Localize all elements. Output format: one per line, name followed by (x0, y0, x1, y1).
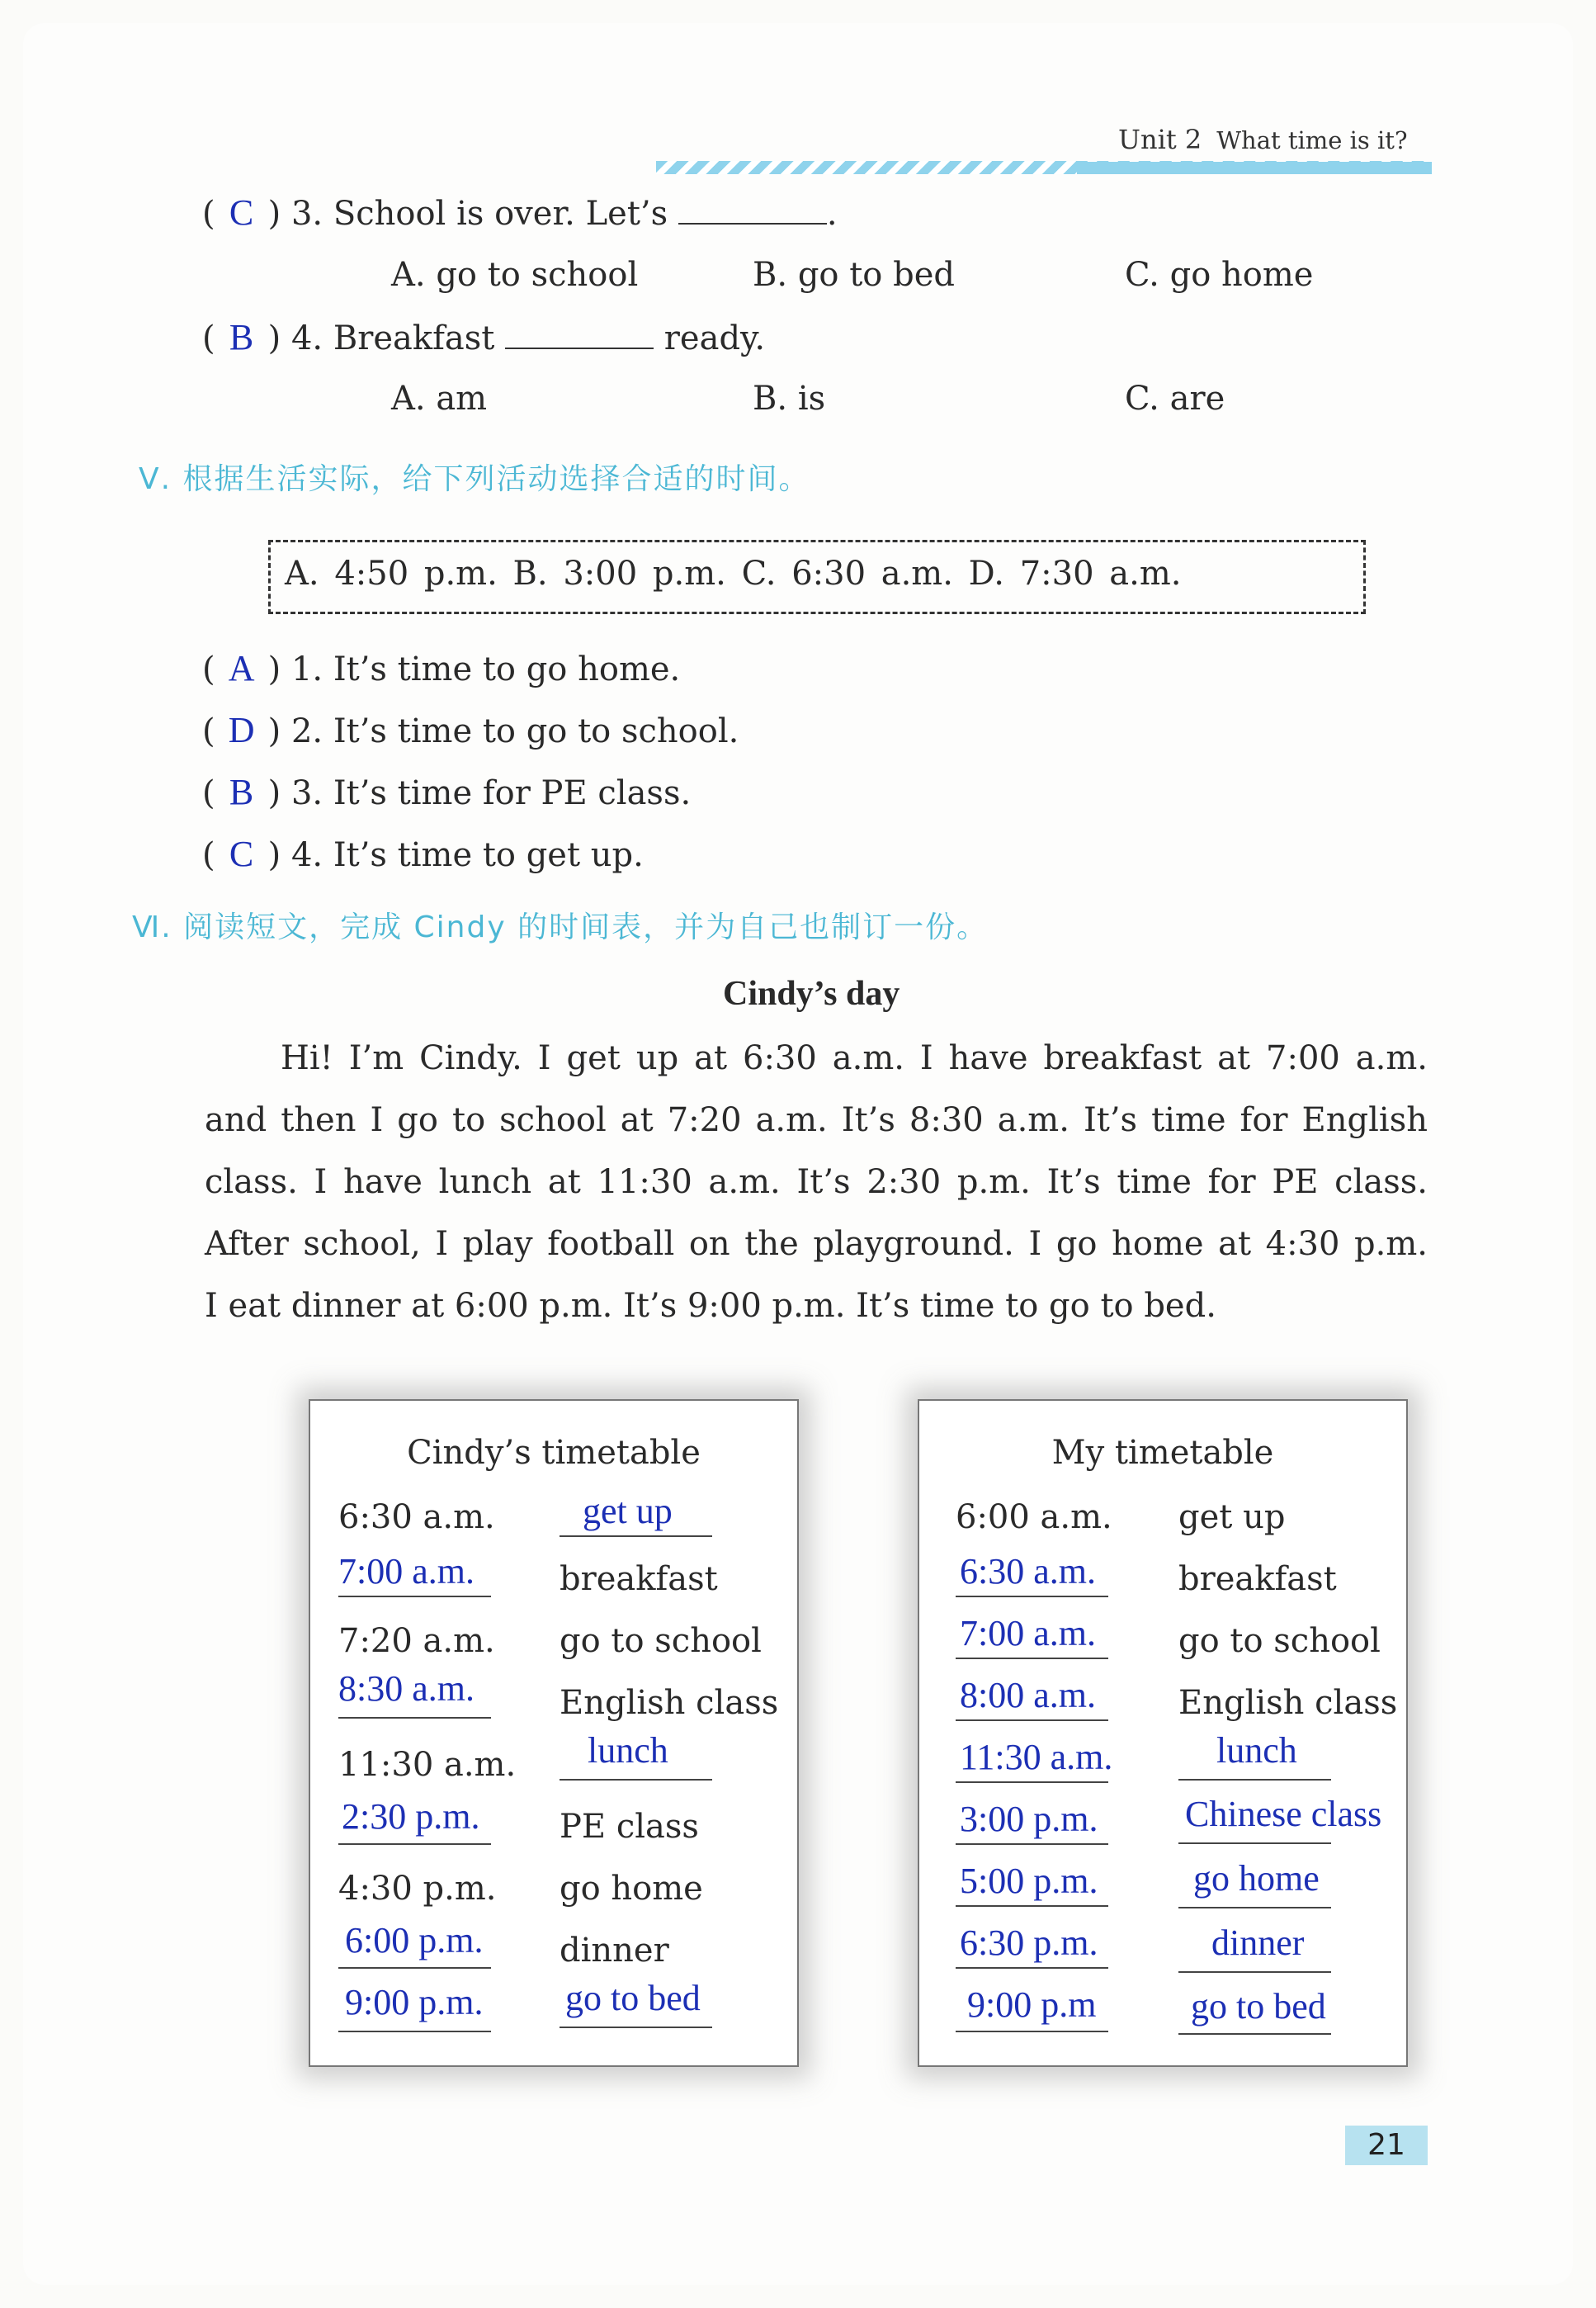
answer-underline (338, 2031, 491, 2032)
answer-mark: C (229, 192, 254, 233)
answer-underline (956, 2031, 1108, 2032)
filled-time: 8:00 a.m. (960, 1675, 1096, 1715)
answer-blank (678, 193, 827, 225)
filled-activity: go to bed (1191, 1986, 1326, 2027)
answer-mark: D (228, 710, 255, 750)
option-c: C. are (1125, 380, 1225, 418)
answer-underline (956, 1781, 1108, 1783)
story-line: and then I go to school at 7:20 a.m. It’s 8:30 a.m. It’s time for English (205, 1101, 1428, 1139)
question-4-4: ( B ) 4. Breakfast ready. (202, 317, 766, 357)
answer-underline (560, 2027, 712, 2028)
question-5-1: ( A ) 1. It’s time to go home. (202, 648, 681, 688)
answer-underline (1178, 1842, 1331, 1844)
option-a: A. go to school (391, 256, 639, 294)
filled-time: 8:30 a.m. (338, 1668, 475, 1709)
answer-underline (956, 1967, 1108, 1969)
filled-time: 7:00 a.m. (338, 1551, 475, 1591)
filled-time: 6:30 a.m. (960, 1551, 1096, 1591)
option-a: A. am (391, 380, 488, 418)
filled-activity: lunch (1216, 1730, 1297, 1771)
activity-cell: PE class (560, 1808, 699, 1846)
answer-underline (560, 1535, 712, 1537)
section-5-title: Ⅴ. 根据生活实际，给下列活动选择合适的时间。 (139, 462, 810, 496)
time-cell: 6:30 a.m. (338, 1498, 495, 1536)
filled-activity: Chinese class (1185, 1794, 1382, 1834)
answer-underline (338, 1596, 491, 1597)
header-bar (1077, 162, 1432, 174)
answer-underline (956, 1658, 1108, 1659)
answer-underline (956, 1596, 1108, 1597)
card-title: Cindy’s timetable (407, 1434, 701, 1472)
option-b: B. go to bed (753, 256, 955, 294)
filled-time: 5:00 p.m. (960, 1861, 1098, 1901)
filled-time: 2:30 p.m. (342, 1796, 480, 1837)
activity-cell: English class (560, 1684, 779, 1722)
answer-underline (956, 1843, 1108, 1845)
filled-time: 11:30 a.m. (960, 1737, 1113, 1777)
filled-time: 3:00 p.m. (960, 1799, 1098, 1839)
answer-mark: B (229, 317, 254, 357)
activity-cell: go to school (560, 1622, 762, 1660)
unit-label: Unit 2 (1118, 124, 1202, 155)
time-cell: 6:00 a.m. (956, 1498, 1112, 1536)
question-5-2: ( D ) 2. It’s time to go to school. (202, 710, 739, 750)
time-cell: 11:30 a.m. (338, 1746, 517, 1784)
answer-underline (956, 1719, 1108, 1721)
activity-cell: dinner (560, 1932, 669, 1970)
question-5-3: ( B ) 3. It’s time for PE class. (202, 772, 692, 812)
unit-title: What time is it? (1216, 126, 1408, 154)
filled-time: 6:00 p.m. (345, 1920, 484, 1960)
answer-underline (338, 1967, 491, 1969)
card-title: My timetable (1051, 1434, 1274, 1472)
answer-underline (1178, 1907, 1331, 1908)
answer-underline (338, 1843, 491, 1845)
activity-cell: get up (1178, 1498, 1286, 1536)
story-text (205, 1028, 1428, 1337)
activity-cell: breakfast (560, 1560, 718, 1598)
answer-mark: A (228, 648, 255, 688)
filled-time: 7:00 a.m. (960, 1613, 1096, 1653)
time-options: A. 4:50 p.m. B. 3:00 p.m. C. 6:30 a.m. D. 7:30 a.m. (285, 555, 1182, 593)
answer-blank (505, 318, 654, 349)
unit-header (1118, 124, 1408, 155)
answer-underline (956, 1905, 1108, 1907)
option-b: B. is (753, 380, 826, 418)
section-6-title: Ⅵ. 阅读短文，完成 Cindy 的时间表，并为自己也制订一份。 (132, 910, 989, 944)
activity-cell: English class (1178, 1684, 1398, 1722)
filled-activity: get up (583, 1491, 673, 1531)
option-c: C. go home (1125, 256, 1314, 294)
filled-activity: go to bed (565, 1978, 701, 2018)
filled-time: 6:30 p.m. (960, 1923, 1098, 1963)
story-title: Cindy’s day (723, 975, 900, 1013)
time-cell: 7:20 a.m. (338, 1622, 495, 1660)
page-number: 21 (1367, 2128, 1405, 2162)
answer-underline (1178, 2033, 1331, 2035)
question-5-4: ( C ) 4. It’s time to get up. (202, 834, 644, 874)
story-line: class. I have lunch at 11:30 a.m. It’s 2:30 p.m. It’s time for PE class. (205, 1163, 1428, 1201)
answer-underline (1178, 1971, 1331, 1973)
answer-underline (338, 1717, 491, 1719)
story-line: After school, I play football on the playground. I go home at 4:30 p.m. (205, 1225, 1428, 1263)
story-line: I eat dinner at 6:00 p.m. It’s 9:00 p.m. It’s time to go to bed. (205, 1287, 1216, 1325)
answer-mark: B (229, 772, 254, 812)
filled-activity: lunch (588, 1730, 668, 1771)
story-line: Hi! I’m Cindy. I get up at 6:30 a.m. I have breakfast at 7:00 a.m. (281, 1039, 1428, 1077)
answer-mark: C (229, 834, 254, 874)
time-cell: 4:30 p.m. (338, 1870, 497, 1908)
answer-underline (560, 1779, 712, 1781)
activity-cell: go home (560, 1870, 703, 1908)
filled-time: 9:00 p.m. (345, 1982, 484, 2022)
question-4-3: ( C ) 3. School is over. Let’s . (202, 192, 838, 233)
answer-underline (1178, 1779, 1331, 1781)
activity-cell: go to school (1178, 1622, 1381, 1660)
filled-activity: dinner (1211, 1923, 1305, 1963)
filled-time: 9:00 p.m (967, 1984, 1097, 2025)
activity-cell: breakfast (1178, 1560, 1337, 1598)
filled-activity: go home (1193, 1858, 1320, 1899)
